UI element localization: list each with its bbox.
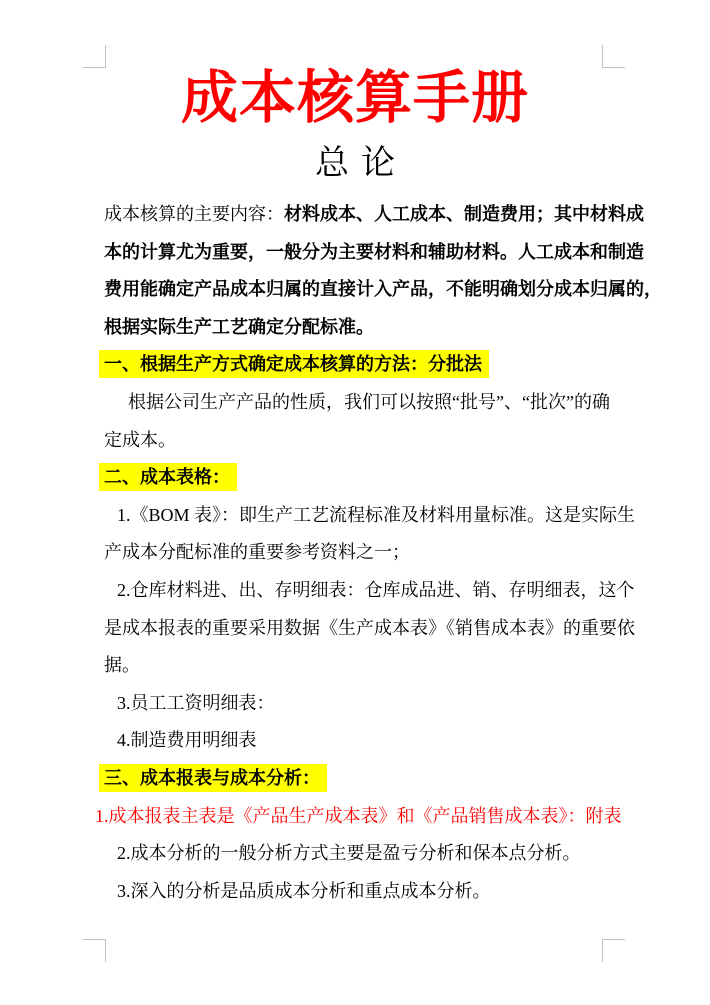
intro-line-2: 本的计算尤为重要，一般分为主要材料和辅助材料。人工成本和制造 [104,241,644,262]
section2-item1-line-1: 1.《BOM 表》：即生产工艺流程标准及材料用量标准。这是实际生 [117,504,636,525]
crop-mark-bottom-right [602,939,625,962]
document-subtitle: 总论 [315,145,407,182]
intro-line-4: 根据实际生产工艺确定分配标准。 [104,316,374,337]
document-title: 成本核算手册 [181,67,529,130]
section2-item3: 3.员工工资明细表： [117,692,275,713]
section3-item1-red: 1.成本报表主表是《产品生产成本表》和《产品销售成本表》：附表 [95,805,622,826]
section1-heading: 一、根据生产方式确定成本核算的方法：分批法 [99,350,489,378]
section3-item2: 2.成本分析的一般分析方式主要是盈亏分析和保本点分析。 [117,843,581,864]
intro-lead: 成本核算的主要内容： [104,204,284,224]
section3-item3: 3.深入的分析是品质成本分析和重点成本分析。 [117,880,491,901]
section1-heading-line [104,346,620,384]
intro-line-1 [104,196,644,234]
section2-item2-line-3: 据。 [104,655,140,676]
section2-item1-line-2: 产成本分配标准的重要参考资料之一； [104,542,410,563]
intro-line-3: 费用能确定产品成本归属的直接计入产品，不能明确划分成本归属的， [104,279,662,300]
section3-heading: 三、成本报表与成本分析： [99,764,327,792]
section2-item4: 4.制造费用明细表 [117,730,257,751]
section2-heading: 二、成本表格： [99,463,237,491]
section2-item2-line-1: 2.仓库材料进、出、存明细表：仓库成品进、销、存明细表，这个 [117,579,635,600]
document-body [95,196,662,910]
section2-heading-line [104,459,620,497]
section3-heading-line [104,760,620,798]
crop-mark-bottom-left [83,939,106,962]
intro-bold-1: 材料成本、人工成本、制造费用；其中材料成 [284,204,644,224]
section1-body-line-2: 定成本。 [104,429,176,450]
section2-item2-line-2: 是成本报表的重要采用数据《生产成本表》《销售成本表》的重要依 [104,617,635,638]
section1-body-line-1: 根据公司生产产品的性质，我们可以按照“批号”、“批次”的确 [128,391,610,412]
